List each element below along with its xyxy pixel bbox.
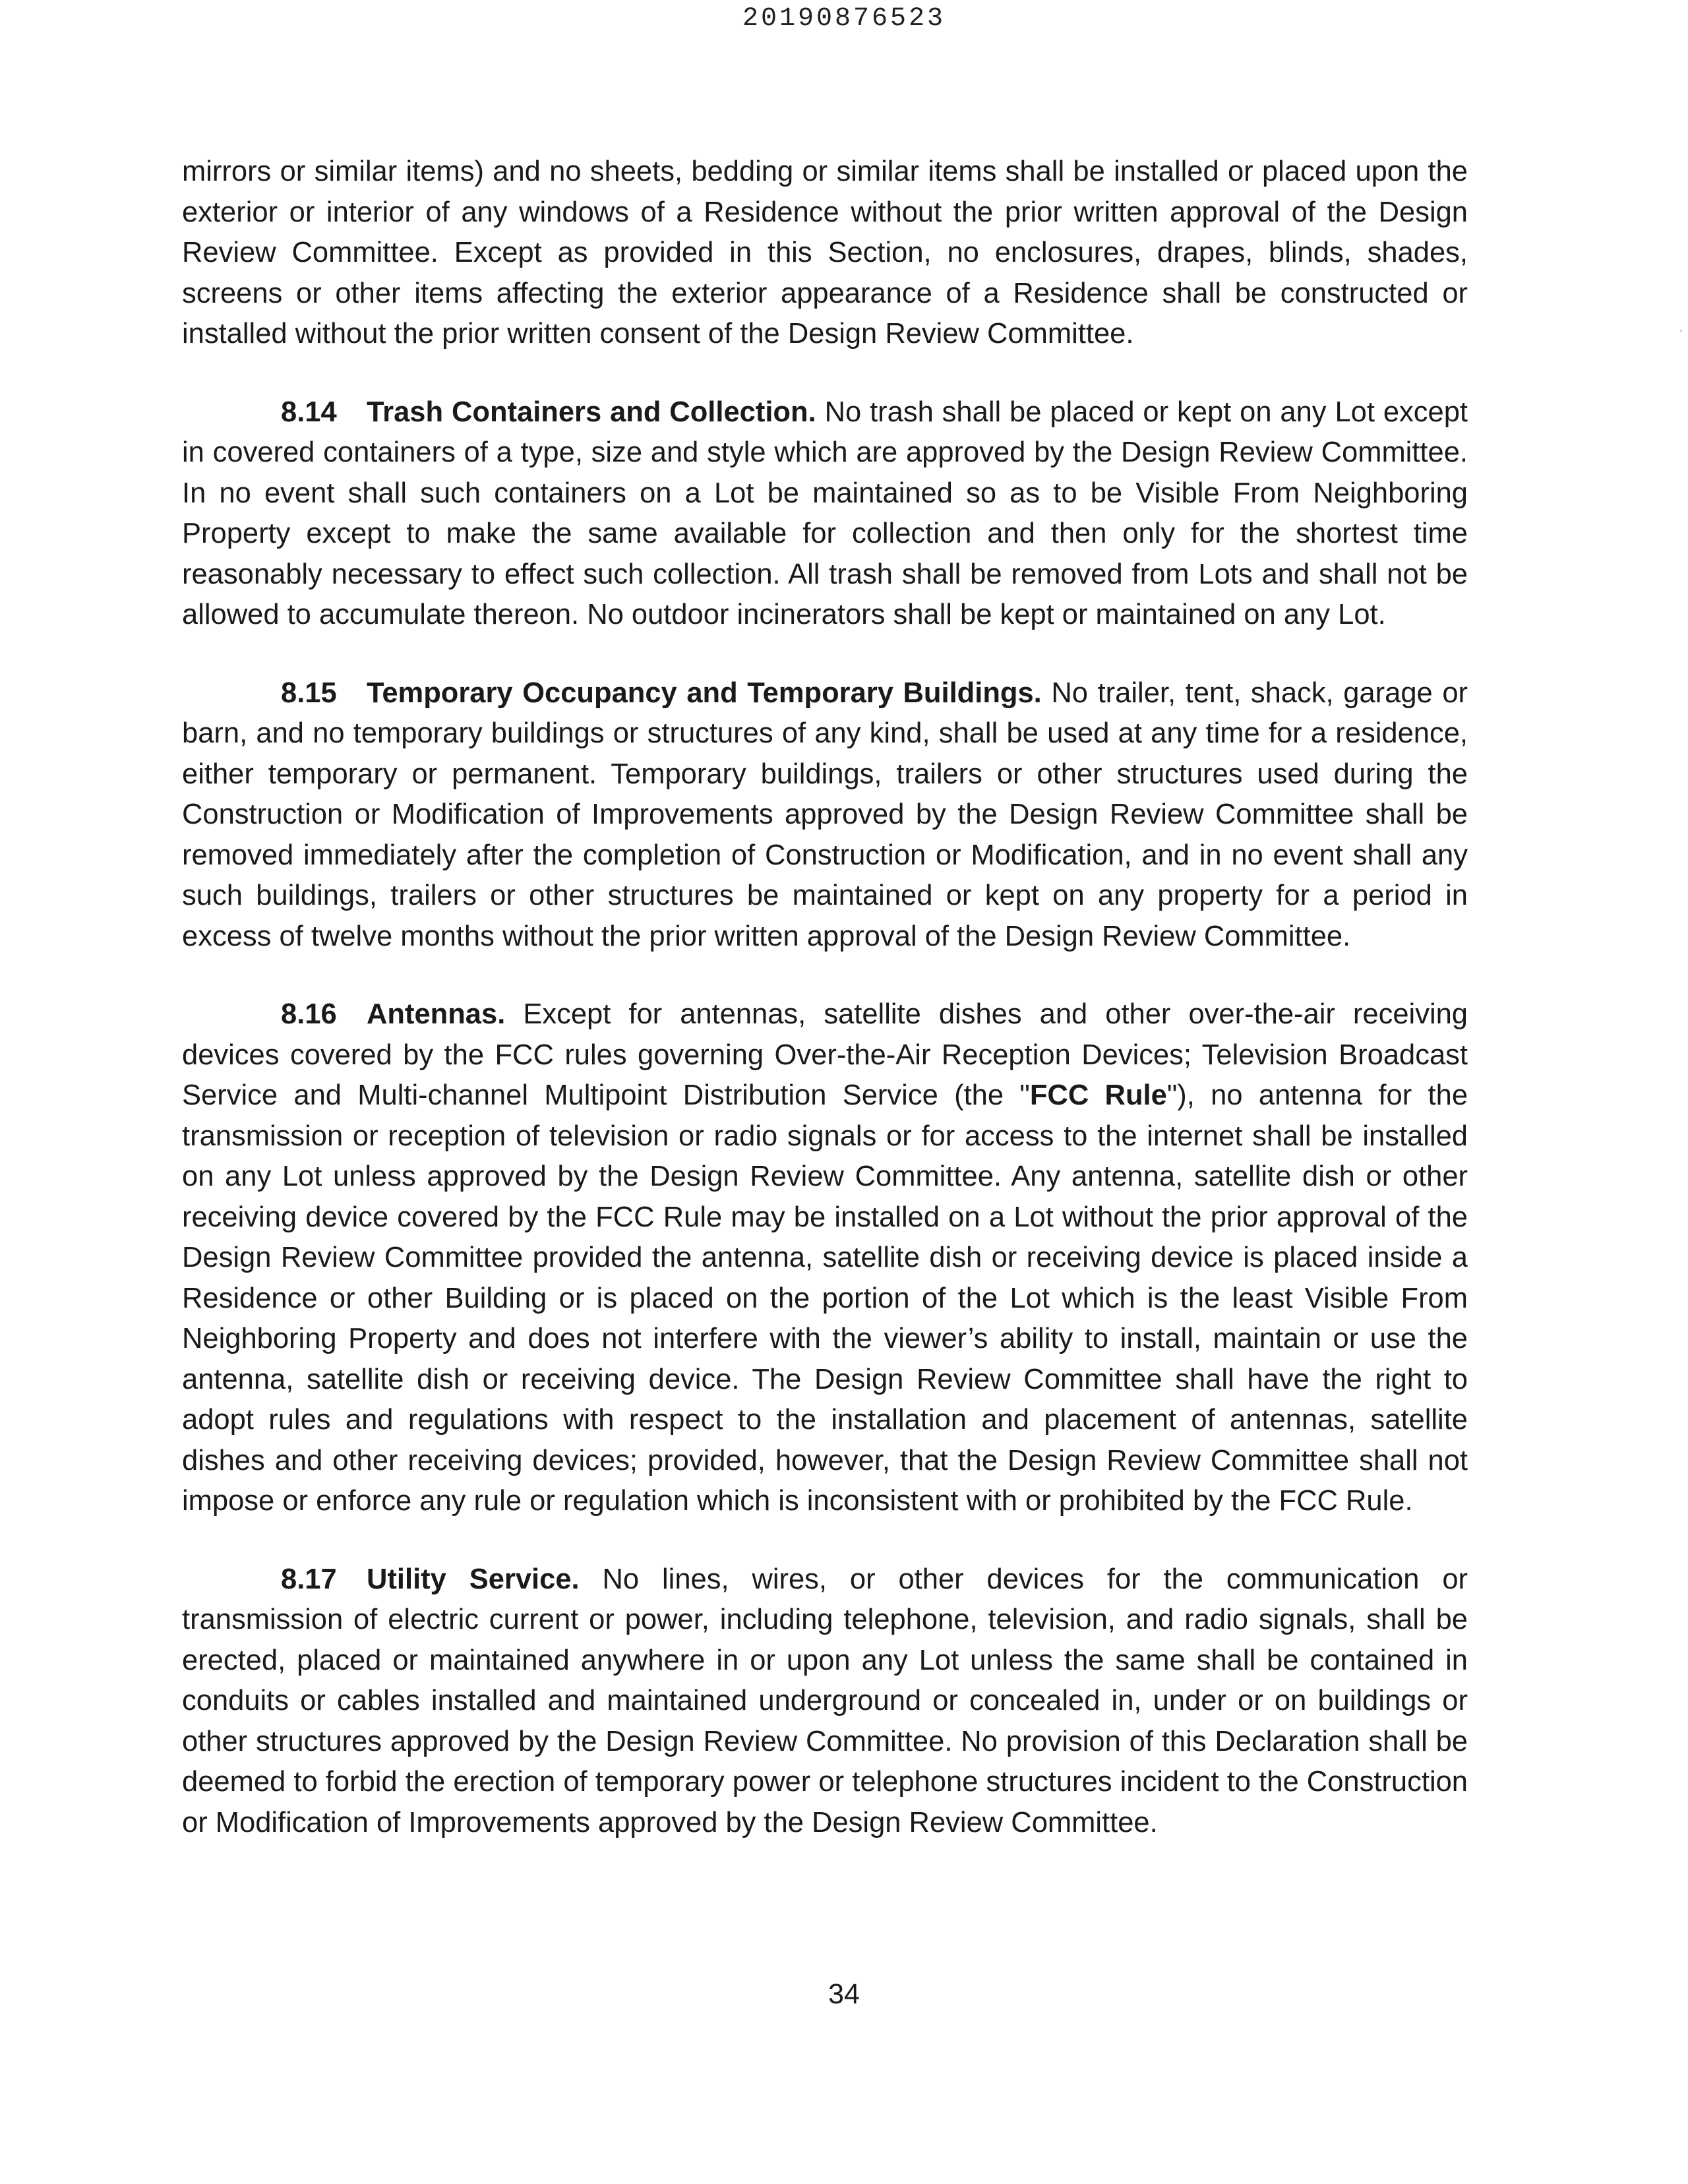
section-text-continued: "), no antenna for the transmission or reception of television or radio signals or for access to the internet shall be installed on any Lot unless approved by the Design Review Committee. Any antenna, satellite dish or other receiving device covered by the FCC Rule may be installed on a Lot without the prior approval of the Design Review Committee provided the antenna, satellite dish or receiving device is placed inside a Residence or other Building or is placed on the portion of the Lot which is the least Visible From Neighboring Property and does not interfere with the viewer’s ability to install, maintain or use the antenna, satellite dish or receiving device. The Design Review Committee shall have the right to adopt rules and regulations with respect to the installation and placement of antennas, satellite dishes and other receiving devices; provided, however, that the Design Review Committee shall not impose or enforce any rule or regulation which is inconsistent with or prohibited by the FCC Rule. [182,1079,1468,1517]
section-title: Antennas. [367,998,506,1030]
section-8-17 [182,1560,1468,1844]
defined-term: FCC Rule [1029,1079,1167,1111]
scan-speck [1680,330,1682,332]
section-number: 8.16 [281,998,337,1030]
document-number: 20190876523 [742,4,946,34]
paragraph-intro: mirrors or similar items) and no sheets, bedding or similar items shall be installed or placed upon the exterior or interior of any windows of a Residence without the prior written approval of the Design Review Committee. Except as provided in this Section, no enclosures, drapes, blinds, shades, screens or other items affecting the exterior appearance of a Residence shall be constructed or installed without the prior written consent of the Design Review Committee. [182,156,1468,349]
section-text: No trash shall be placed or kept on any Lot except in covered containers of a type, size and style which are approved by the Design Review Committee. In no event shall such containers on a Lot be maintained so as to be Visible From Neighboring Property except to make the same available for collection and then only for the shortest time reasonably necessary to effect such collection. All trash shall be removed from Lots and shall not be allowed to accumulate thereon. No outdoor incinerators shall be kept or maintained on any Lot. [182,396,1468,630]
section-text: No lines, wires, or other devices for the communication or transmission of electric current or power, including telephone, television, and radio signals, shall be erected, placed or maintained anywhere in or upon any Lot unless the same shall be contained in conduits or cables installed and maintained underground or concealed in, under or on buildings or other structures approved by the Design Review Committee. No provision of this Declaration shall be deemed to forbid the erection of temporary power or telephone structures incident to the Construction or Modification of Improvements approved by the Design Review Committee. [182,1563,1468,1838]
section-text: No trailer, tent, shack, garage or barn, and no temporary buildings or structures of any kind, shall be used at any time for a residence, either temporary or permanent. Temporary buildings, trailers or other structures used during the Construction or Modification of Improvements approved by the Design Review Committee shall be removed immediately after the completion of Construction or Modification, and in no event shall any such buildings, trailers or other structures be maintained or kept on any property for a period in excess of twelve months without the prior written approval of the Design Review Committee. [182,677,1468,952]
section-8-16 [182,994,1468,1522]
section-text: Except for antennas, satellite dishes and other over-the-air receiving devices covered by the FCC rules governing Over-the-Air Reception Devices; Television Broadcast Service and Multi-channel Multipoint Distribution Service (the " [182,998,1468,1111]
document-body [182,152,1468,1881]
section-title: Utility Service. [367,1563,580,1595]
section-title: Temporary Occupancy and Temporary Buildings. [367,677,1042,709]
page-number: 34 [828,1978,860,2010]
section-number: 8.17 [281,1563,337,1595]
section-8-15 [182,673,1468,957]
section-8-14 [182,392,1468,636]
section-title: Trash Containers and Collection. [367,396,816,428]
section-number: 8.15 [281,677,337,709]
section-number: 8.14 [281,396,337,428]
